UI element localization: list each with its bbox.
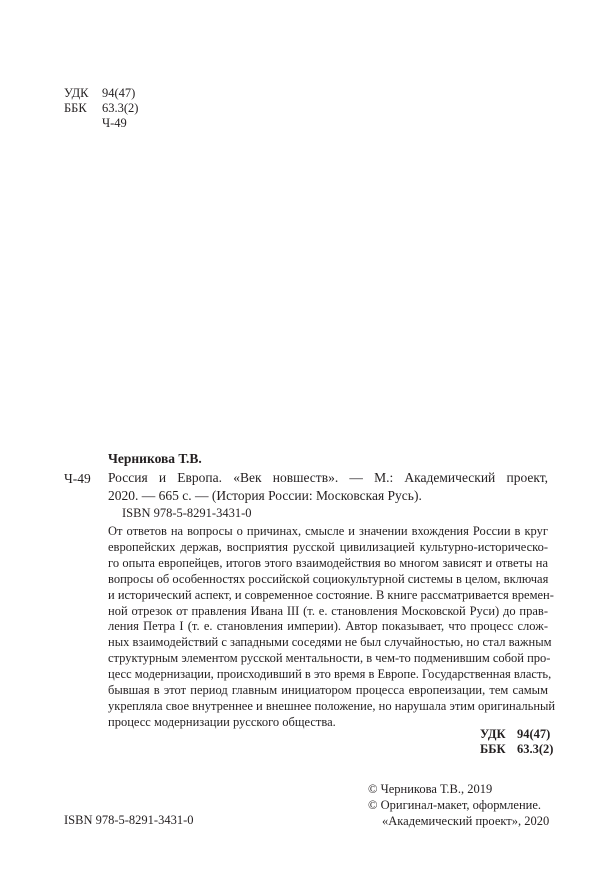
classification-bottom (480, 727, 553, 757)
abstract-line: цесс модернизации, происходивший в это время в Европе. Государственная власть, (108, 667, 552, 682)
author-name: Черникова Т.В. (108, 451, 202, 466)
footer-isbn: ISBN 978-5-8291-3431-0 (64, 813, 194, 827)
udk-row (480, 727, 553, 742)
entry-cutter-code: Ч-49 (64, 471, 91, 486)
copyright-line: «Академический проект», 2020 (382, 814, 550, 828)
bibliographic-description (108, 469, 548, 505)
abstract-line: ной отрезок от правления Ивана III (т. е. становления Московской Руси) до прав- (108, 603, 548, 618)
abstract-line: го опыта европейцев, итогов этого взаимодействия во многом зависят и ответы на (108, 555, 548, 570)
bib-line: 2020. — 665 с. — (История России: Московская Русь). (108, 488, 422, 503)
abstract-line: ления Петра I (т. е. становления империи). Автор показывает, что процесс слож- (108, 619, 548, 634)
abstract-line: бывшая в этот период главным инициатором процесса европеизации, тем самым (108, 683, 548, 698)
abstract-line: От ответов на вопросы о причинах, смысле и значении вхождения России в круг (108, 524, 548, 538)
abstract-line: европейских держав, восприятия русской цивилизацией культурно-историческо- (108, 539, 548, 554)
udk-label: УДК (480, 727, 506, 741)
bbk-value: 63.3(2) (102, 101, 139, 115)
classification-top (64, 86, 138, 131)
abstract (108, 524, 556, 731)
copyright-line: © Оригинал-макет, оформление. (368, 798, 542, 812)
bbk-label: ББК (64, 101, 87, 115)
copyright-block (368, 781, 549, 829)
udk-label: УДК (64, 86, 89, 100)
abstract-line: процесс модернизации русского общества. (108, 714, 336, 729)
abstract-line: и исторический аспект, и современное состояние. В книге рассматривается времен- (108, 587, 554, 602)
bbk-value: 63.3(2) (517, 742, 554, 756)
abstract-line: вопросы об особенностях российской социокультурной системы в целом, включая (108, 571, 549, 586)
abstract-line: ных взаимодействий с западными соседями не был случайностью, но стал важным (108, 635, 552, 650)
bbk-label: ББК (480, 742, 506, 756)
entry-isbn: ISBN 978-5-8291-3431-0 (122, 506, 252, 520)
udk-row (64, 86, 138, 101)
abstract-line: укрепляла свое внутреннее и внешнее положение, но нарушала этим оригинальный (108, 698, 556, 713)
bbk-row (480, 742, 553, 757)
cutter-code: Ч-49 (102, 116, 127, 130)
abstract-line: структурным элементом русской ментальности, в чем-то подменившим собой про- (108, 651, 551, 666)
udk-value: 94(47) (517, 727, 551, 741)
udk-value: 94(47) (102, 86, 136, 100)
bbk-row (64, 101, 138, 116)
bib-line: Россия и Европа. «Век новшеств». — М.: Академический проект, (108, 470, 548, 485)
copyright-line: © Черникова Т.В., 2019 (368, 782, 493, 796)
